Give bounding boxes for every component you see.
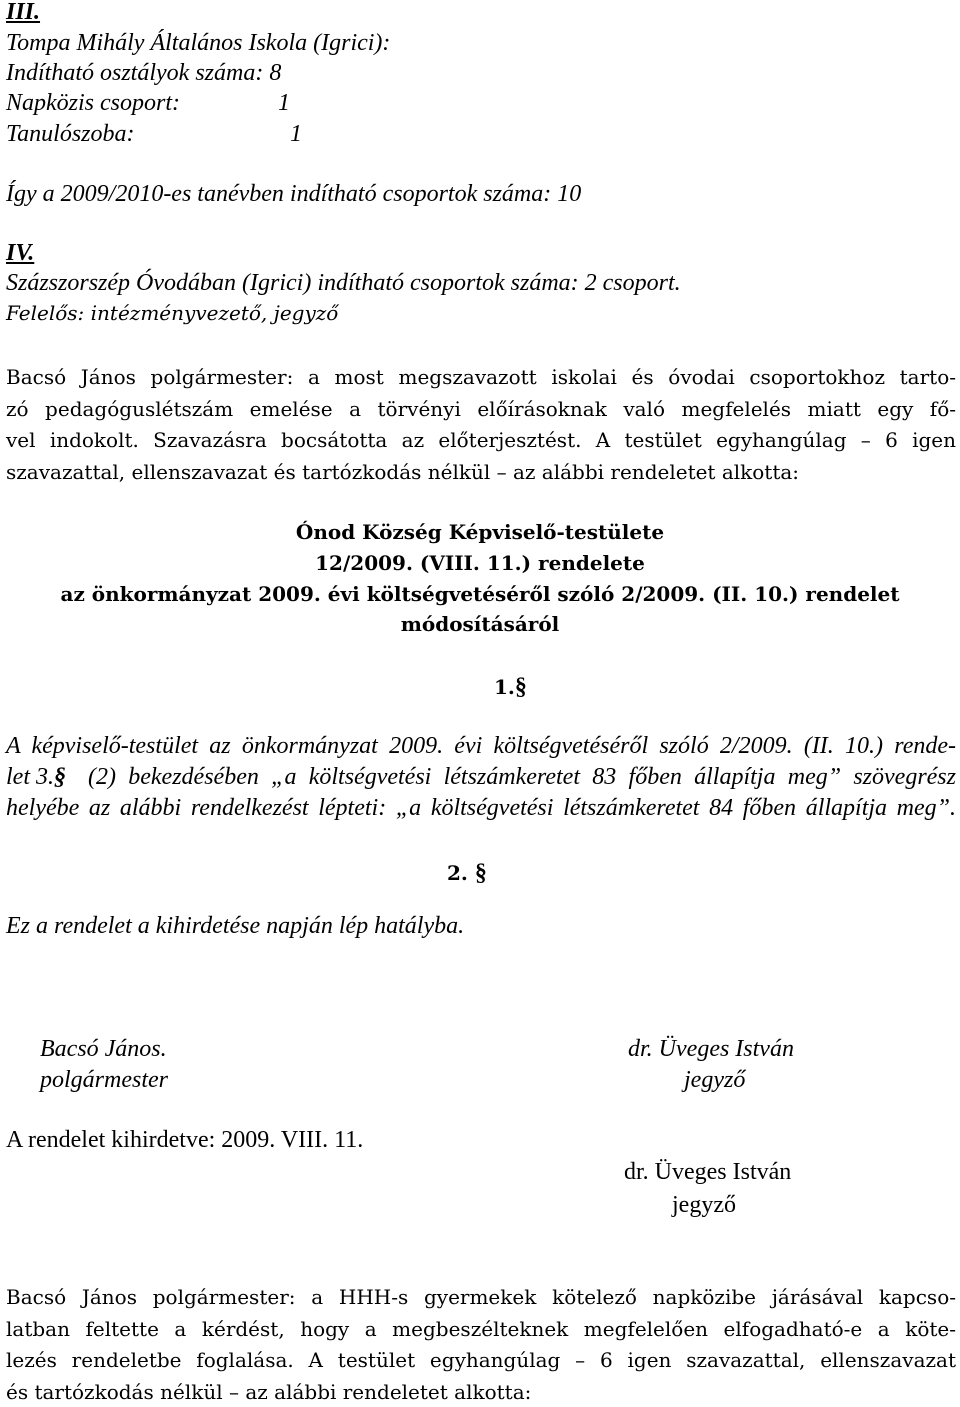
paragraph-1-line-2-end: (2) bekezdésében „a költségvetési létszámkeretet 83 főben állapítja meg” szövegrész	[88, 764, 956, 790]
decree-title-line-3: az önkormányzat 2009. évi költségvetéséről szóló 2/2009. (II. 10.) rendelet	[60, 582, 900, 606]
mayor-statement-line-2: zó pedagóguslétszám emelése a törvényi előírásoknak való megfelelés miatt egy fő-	[6, 397, 956, 421]
mayor-statement-line-4: szavazattal, ellenszavazat és tartózkodás nélkül – az alábbi rendeletet alkotta:	[6, 460, 800, 484]
closing-statement-line-2: latban feltette a kérdést, hogy a megbeszélteknek megfelelően elfogadható-e a köte-	[6, 1317, 956, 1341]
notary-signature-title: jegyző	[684, 1067, 746, 1093]
notary-signature-name: dr. Üveges István	[628, 1036, 794, 1062]
decree-title-line-1: Ónod Község Képviselő-testülete	[295, 520, 665, 544]
closing-statement-line-3: lezés rendeletbe foglalása. A testület egyhangúlag – 6 igen szavazattal, ellenszavazat	[6, 1348, 956, 1372]
tanuloszoba-value: 1	[290, 121, 302, 147]
classes-count: Indítható osztályok száma: 8	[6, 60, 282, 86]
notary-signature-2-title: jegyző	[672, 1192, 736, 1218]
paragraph-1-line-3: helyébe az alábbi rendelkezést lépteti: „a költségvetési létszámkeretet 84 főben állapítja meg”.	[6, 795, 956, 821]
notary-signature-2-name: dr. Üveges István	[624, 1159, 792, 1185]
total-groups-line: Így a 2009/2010-es tanévben indítható csoportok száma: 10	[6, 181, 582, 207]
decree-title-line-4: módosításáról	[400, 612, 560, 636]
napkozi-value: 1	[278, 90, 290, 116]
tanuloszoba-label: Tanulószoba:	[6, 121, 135, 147]
promulgation-date: A rendelet kihirdetve: 2009. VIII. 11.	[6, 1127, 364, 1153]
napkozi-label: Napközis csoport:	[6, 90, 180, 116]
paragraph-2-text: Ez a rendelet a kihirdetése napján lép hatályba.	[6, 913, 465, 939]
section-3-numeral: III.	[6, 0, 41, 25]
closing-statement-line-1: Bacsó János polgármester: a HHH-s gyermekek kötelező napközibe járásával kapcso-	[6, 1285, 956, 1309]
closing-statement-line-4: és tartózkodás nélkül – az alábbi rendeletet alkotta:	[6, 1380, 532, 1404]
section-sign-icon: §	[54, 764, 66, 790]
responsible-line: Felelős: intézményvezető, jegyző	[6, 301, 339, 325]
school-name: Tompa Mihály Általános Iskola (Igrici):	[6, 30, 391, 56]
section-4-numeral: IV.	[6, 240, 35, 266]
section-sign-icon: §	[474, 860, 487, 886]
mayor-signature-name: Bacsó János.	[40, 1036, 167, 1062]
napkozi-row	[6, 88, 180, 118]
mayor-statement-line-1: Bacsó János polgármester: a most megszavazott iskolai és óvodai csoportokhoz tarto-	[6, 365, 956, 389]
paragraph-1-line-2-start: let 3.§	[6, 764, 66, 790]
paragraph-1-line-1: A képviselő-testület az önkormányzat 2009. évi költségvetéséről szóló 2/2009. (II. 10.) rende-	[6, 733, 956, 759]
decree-title-line-2: 12/2009. (VIII. 11.) rendelete	[315, 551, 645, 575]
section-sign-icon: §	[514, 674, 527, 700]
mayor-statement-line-3: vel indokolt. Szavazásra bocsátotta az előterjesztést. A testület egyhangúlag – 6 igen	[6, 428, 956, 452]
paragraph-1-heading: 1.§	[494, 674, 527, 700]
kindergarten-line: Százszorszép Óvodában (Igrici) indítható csoportok száma: 2 csoport.	[6, 270, 681, 296]
mayor-signature-title: polgármester	[40, 1067, 168, 1093]
paragraph-2-heading: 2. §	[447, 860, 487, 886]
